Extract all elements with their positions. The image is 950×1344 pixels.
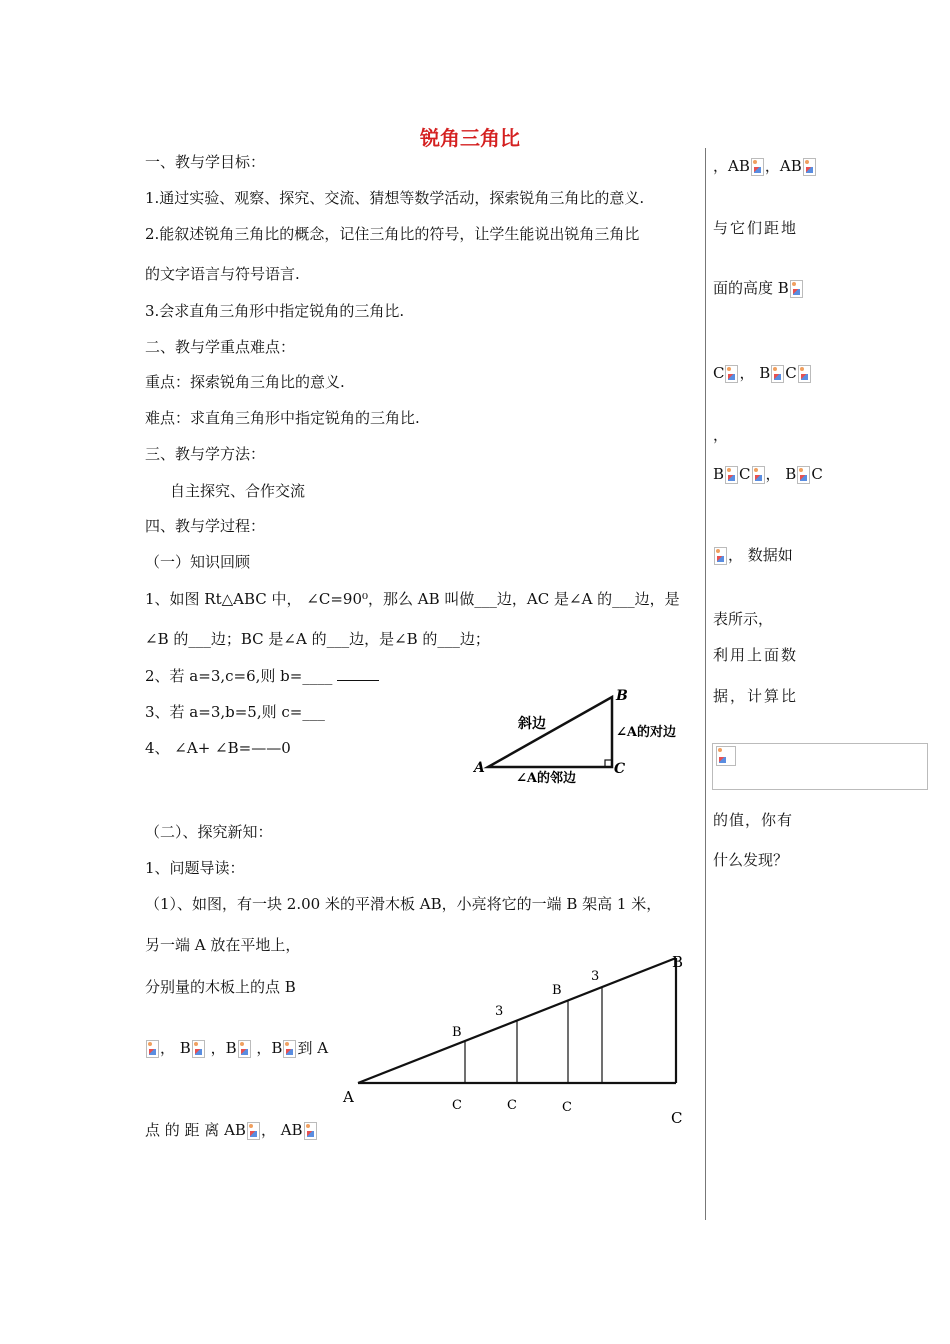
s1-heading: 一、教与学目标： [145, 153, 266, 171]
s2-key: 重点：探索锐角三角比的意义. [145, 373, 345, 391]
vertex-c-label: C [614, 761, 626, 777]
problem-1a: （1）、如图，有一块 2.00 米的平滑木板 AB，小亮将它的一端 B 架高 1 米， [145, 895, 662, 913]
point-b4-label: 3 [591, 969, 600, 984]
s3-methods: 自主探究、合作交流 [170, 482, 306, 500]
guide-heading: 1、问题导读： [145, 859, 245, 877]
point-b2-label: 3 [495, 1004, 504, 1019]
question-2: 2、若 a=3,c=6,则 b=____ [145, 669, 379, 684]
image-placeholder-icon [797, 466, 810, 484]
right-triangle-diagram [470, 680, 700, 795]
s2-heading: 二、教与学重点难点： [145, 338, 296, 356]
image-placeholder-icon [714, 547, 727, 565]
right-line-10: 据，计算比 [713, 687, 799, 705]
question-3: 3、若 a=3,b=5,则 c=___ [145, 703, 325, 721]
review-heading: （一）知识回顾 [145, 553, 251, 571]
image-placeholder-icon [146, 1040, 159, 1058]
question-4: 4、 ∠A+ ∠B=——0 [145, 739, 291, 757]
right-line-7: ， 数据如 [713, 547, 793, 565]
image-placeholder-icon [725, 466, 738, 484]
right-line-4: C ， B C [713, 365, 812, 383]
right-line-2: 与它们距地 [713, 219, 799, 237]
point-c2-label: C [507, 1098, 517, 1113]
image-placeholder-icon [751, 158, 764, 176]
image-placeholder-icon [283, 1040, 296, 1058]
s4-heading: 四、教与学过程： [145, 517, 266, 535]
image-placeholder-icon [771, 365, 784, 383]
image-placeholder-icon [752, 466, 765, 484]
point-c3-label: C [562, 1100, 572, 1115]
image-placeholder-icon [790, 280, 803, 298]
image-placeholder-icon [304, 1122, 317, 1140]
s1-item2a: 2.能叙述锐角三角比的概念，记住三角比的符号，让学生能说出锐角三角比 [145, 225, 640, 243]
point-c1-label: C [452, 1098, 462, 1113]
image-placeholder-icon [238, 1040, 251, 1058]
s3-heading: 三、教与学方法： [145, 445, 266, 463]
problem-1e: 点 的 距 离 AB ， AB [145, 1122, 318, 1140]
right-line-9: 利用上面数 [713, 646, 799, 664]
s2-difficult: 难点：求直角三角形中指定锐角的三角比. [145, 409, 420, 427]
triangle-shape [488, 697, 612, 767]
ratio-box [712, 743, 928, 790]
opposite-side-label: ∠A的对边 [616, 725, 676, 740]
image-placeholder-icon [798, 365, 811, 383]
problem-1c: 分别量的木板上的点 B [145, 978, 296, 996]
problem-1b: 另一端 A 放在平地上， [145, 936, 301, 954]
column-divider [705, 148, 706, 1220]
point-c-end-label: C [671, 1109, 683, 1127]
image-placeholder-icon [725, 365, 738, 383]
question-1b: ∠B 的___边；BC 是∠A 的___边，是∠B 的___边； [145, 630, 490, 648]
image-placeholder-icon [247, 1122, 260, 1140]
right-line-1: ，AB ，AB [713, 158, 817, 176]
point-a-label: A [343, 1088, 354, 1106]
vertex-b-label: B [616, 688, 628, 704]
point-b3-label: B [552, 983, 562, 998]
problem-1d: ， B ，B ，B 到 A [145, 1040, 328, 1058]
s1-item2b: 的文字语言与符号语言. [145, 265, 300, 283]
right-line-6: B C ， B C [713, 465, 823, 483]
image-placeholder-icon [192, 1040, 205, 1058]
board-diagram [330, 945, 700, 1135]
point-b-end-label: B [672, 953, 684, 971]
adjacent-side-label: ∠A的邻边 [516, 771, 576, 786]
s1-item3: 3.会求直角三角形中指定锐角的三角比. [145, 302, 405, 320]
right-line-11: 的值，你有 [713, 811, 794, 829]
right-line-8: 表所示， [713, 610, 774, 628]
right-line-3: 面的高度 B [713, 280, 804, 298]
s1-item1: 1.通过实验、观察、探究、交流、猜想等数学活动，探索锐角三角比的意义. [145, 189, 645, 207]
page-title: 锐角三角比 [420, 126, 520, 150]
right-line-12: 什么发现？ [713, 851, 789, 869]
hypotenuse-label: 斜边 [518, 716, 546, 732]
image-placeholder-icon [803, 158, 816, 176]
point-b1-label: B [452, 1025, 462, 1040]
question-1a: 1、如图 Rt△ABC 中， ∠C=90⁰，那么 AB 叫做___边，AC 是∠A 的___边，是 [145, 590, 680, 608]
right-line-5: ， [713, 426, 729, 444]
vertex-a-label: A [474, 760, 485, 776]
image-placeholder-icon [716, 746, 736, 766]
new-heading: （二）、探究新知： [145, 823, 273, 841]
